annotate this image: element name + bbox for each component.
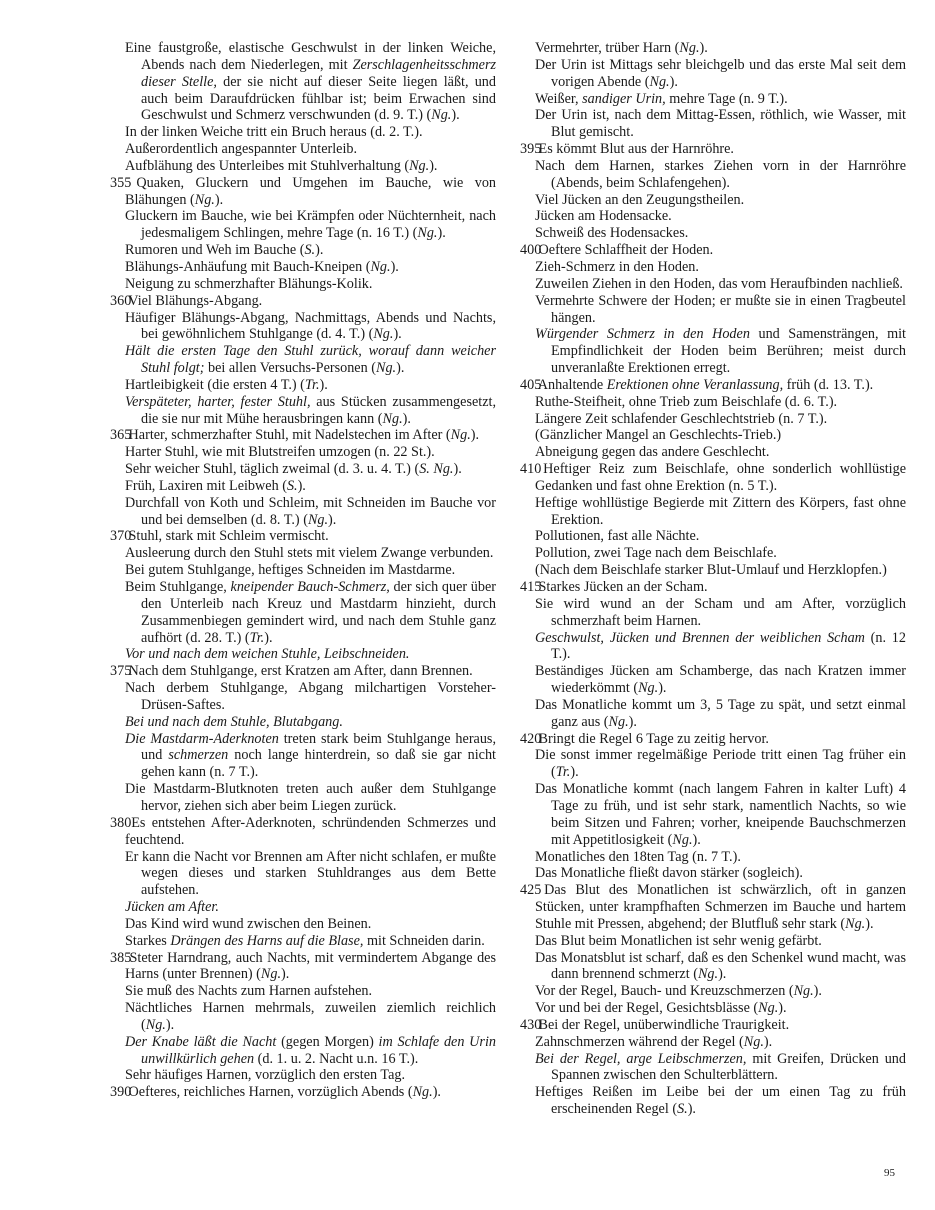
entry-text: Zahnschmerzen während der Regel ( xyxy=(535,1033,744,1050)
entry-text: aus Stücken zusammengesetzt, die sie nur mit Mühe herausbringen kann ( xyxy=(141,393,496,427)
entry-text: Weißer, xyxy=(535,90,583,107)
entry-text: Hartleibigkeit (die ersten 4 T.) ( xyxy=(125,376,305,393)
symptom-entry xyxy=(520,1017,906,1034)
symptom-entry xyxy=(110,394,496,428)
symptom-entry xyxy=(110,259,496,276)
right-column xyxy=(520,40,906,1118)
italic-text: Ng. xyxy=(793,983,814,1000)
entry-text: ). xyxy=(214,191,224,208)
symptom-entry xyxy=(520,394,906,411)
entry-text: Viel Blähungs-Abgang. xyxy=(128,292,263,309)
entry-text: Viel Jücken an den Zeugungstheilen. xyxy=(535,191,745,208)
entry-text: treten stark beim Stuhlgange heraus, und xyxy=(141,730,497,764)
symptom-entry xyxy=(520,1034,906,1051)
entry-text: (gegen Morgen) xyxy=(276,1033,379,1050)
symptom-entry xyxy=(110,899,496,916)
entry-text: Nach dem Stuhlgange, erst Kratzen am After, dann Brennen. xyxy=(128,663,473,680)
entry-text: Oefteres, reichliches Harnen, vorzüglich Abends ( xyxy=(128,1084,413,1101)
entry-number: 410 xyxy=(520,461,542,478)
italic-text: Ng. xyxy=(382,410,403,427)
entry-text: Neigung zu schmerzhafter Blähungs-Kolik. xyxy=(125,275,373,292)
entry-text: Abneigung gegen das andere Geschlecht. xyxy=(535,444,770,461)
entry-text: Durchfall von Koth und Schleim, mit Schneiden im Bauche vor und bei demselben (d. 8. T.) ( xyxy=(125,494,496,528)
entry-text: Das Monatliche fließt davon stärker (sogleich). xyxy=(535,865,803,882)
entry-text: Der Urin ist, nach dem Mittag-Essen, röthlich, wie Wasser, mit Blut gemischt. xyxy=(535,107,906,141)
entry-text: Gluckern im Bauche, wie bei Krämpfen oder Nüchternheit, nach jedesmaligem Schlingen, mehre Tage (n. 16 T.) ( xyxy=(125,208,496,242)
entry-text: Pollutionen, fast alle Nächte. xyxy=(535,528,700,545)
italic-text: Ng. xyxy=(758,1000,779,1017)
entry-number: 360 xyxy=(110,292,132,309)
entry-text: ). xyxy=(692,831,701,848)
italic-text: S. xyxy=(677,1101,688,1118)
entry-text: und Samensträngen, mit Empfindlichkeit der Hoden beim Berühren; meist durch unveranlaßte Erektionen erregt. xyxy=(551,326,906,377)
symptom-entry xyxy=(110,528,496,545)
symptom-entry xyxy=(110,815,496,849)
italic-text: Tr. xyxy=(304,376,320,393)
entry-number: 400 xyxy=(520,242,542,259)
page-number: 95 xyxy=(884,1167,895,1179)
symptom-entry xyxy=(110,781,496,815)
entry-text: ). xyxy=(778,1000,787,1017)
symptom-entry xyxy=(520,950,906,984)
symptom-entry xyxy=(110,495,496,529)
entry-text: Sie muß des Nachts zum Harnen aufstehen. xyxy=(125,983,373,1000)
entry-text: Nächtliches Harnen mehrmals, zuweilen ziemlich reichlich ( xyxy=(125,1000,496,1033)
symptom-entry xyxy=(520,781,906,848)
entry-text: Das Kind wird wund zwischen den Beinen. xyxy=(125,915,372,932)
entry-text: Die Mastdarm-Blutknoten treten auch außer dem Stuhlgange hervor, ziehen sich aber beim Liegen zurück. xyxy=(125,781,496,814)
italic-text: S. Ng. xyxy=(419,461,454,478)
symptom-entry xyxy=(520,865,906,882)
italic-text: Ng. xyxy=(672,831,693,848)
symptom-entry xyxy=(110,983,496,1000)
entry-text: Eine faustgroße, elastische Geschwulst in der linken Weiche, Abends nach dem Niederlegen, mit xyxy=(125,40,496,73)
italic-text: Geschwulst, Jücken und Brennen der weiblichen Scham xyxy=(535,629,865,646)
entry-text: Zieh-Schmerz in den Hoden. xyxy=(535,258,699,275)
entry-text: Beim Stuhlgange, xyxy=(125,579,231,595)
italic-text: Würgender Schmerz in den Hoden xyxy=(535,326,750,343)
symptom-entry xyxy=(520,427,906,444)
symptom-entry xyxy=(520,461,906,495)
italic-text: kneipender Bauch-Schmerz, xyxy=(230,579,390,595)
entry-text: Vor der Regel, Bauch- und Kreuzschmerzen ( xyxy=(535,983,794,1000)
symptom-entry xyxy=(110,478,496,495)
entry-text: ). xyxy=(699,40,708,56)
symptom-entry xyxy=(520,849,906,866)
entry-text: Nach dem Harnen, starkes Ziehen vorn in der Harnröhre (Abends, beim Schlafengehen). xyxy=(535,157,906,191)
italic-text: Der Knabe läßt die Nacht xyxy=(125,1033,277,1050)
symptom-entry xyxy=(110,141,496,158)
symptom-entry xyxy=(110,40,496,124)
entry-text: Aufblähung des Unterleibes mit Stuhlverhaltung ( xyxy=(125,157,410,174)
entry-text: Pollution, zwei Tage nach dem Beischlafe. xyxy=(535,545,777,562)
entry-text: Rumoren und Weh im Bauche ( xyxy=(125,242,305,259)
symptom-entry xyxy=(110,950,496,984)
italic-text: Bei und nach dem Stuhle, Blutabgang. xyxy=(125,713,343,730)
entry-text: der sich quer über den Unterleib nach Kreuz und Mastdarm hinzieht, durch Zusammenbiegen gemindert wird, und nach dem Stuhle ganz aufhört (d. 28. T.) ( xyxy=(141,579,496,646)
entry-text: Blähungs-Anhäufung mit Bauch-Kneipen ( xyxy=(125,258,371,275)
symptom-entry xyxy=(520,293,906,327)
entry-text: ). xyxy=(402,410,411,427)
italic-text: Ng. xyxy=(649,73,670,90)
entry-text: Der Urin ist Mittags sehr bleichgelb und das erste Mal seit dem vorigen Abende ( xyxy=(535,56,906,90)
entry-text: ). xyxy=(432,1084,441,1101)
entry-number: 385 xyxy=(110,949,132,966)
symptom-entry xyxy=(520,208,906,225)
symptom-entry xyxy=(520,411,906,428)
italic-text: Erektionen ohne Veranlassung, xyxy=(606,376,784,393)
left-column xyxy=(110,40,496,1101)
italic-text: Ng. xyxy=(370,258,391,275)
entry-text: ). xyxy=(658,680,667,697)
symptom-entry xyxy=(110,208,496,242)
entry-text: früh (d. 13. T.). xyxy=(783,376,874,393)
italic-text: Ng. xyxy=(697,966,719,983)
entry-text: ). xyxy=(328,511,337,528)
entry-text: Bei der Regel, unüberwindliche Traurigkeit. xyxy=(538,1016,790,1033)
italic-text: Ng. xyxy=(373,326,394,343)
symptom-entry xyxy=(520,107,906,141)
entry-text: Beständiges Jücken am Schamberge, das nach Kratzen immer wiederkömmt ( xyxy=(535,663,906,697)
entry-text: bei allen Versuchs-Personen ( xyxy=(204,360,376,377)
italic-text: Ng. xyxy=(638,680,659,697)
symptom-entry xyxy=(520,933,906,950)
entry-number: 425 xyxy=(520,882,542,899)
entry-text: ). xyxy=(437,225,446,242)
entry-number: 415 xyxy=(520,579,542,595)
symptom-entry xyxy=(110,124,496,141)
entry-text: der sie nicht auf dieser Seite liegen läßt, und auch beim Daraufdrücken fühlbar ist; beim Erwachen sind Geschwulst und Schmerz verschwunden (d. 9. T.) ( xyxy=(141,73,496,124)
entry-text: Bringt die Regel 6 Tage zu zeitig hervor. xyxy=(538,730,769,747)
entry-text: Schweiß des Hodensackes. xyxy=(535,225,689,242)
symptom-entry xyxy=(110,242,496,259)
entry-text: ). xyxy=(470,427,480,444)
italic-text: Tr. xyxy=(555,764,571,781)
symptom-entry xyxy=(520,596,906,630)
symptom-entry xyxy=(520,882,906,933)
entry-text: Er kann die Nacht vor Brennen am After nicht schlafen, er mußte wegen dieses und starken Stuhldranges aus dem Bette aufstehen. xyxy=(125,848,496,899)
entry-text: Das Monatliche kommt um 3, 5 Tage zu spät, und setzt einmal ganz aus ( xyxy=(535,696,906,730)
italic-text: Die Mastdarm-Aderknoten xyxy=(125,730,279,747)
symptom-entry xyxy=(520,731,906,748)
entry-text: mehre Tage (n. 9 T.). xyxy=(665,90,788,107)
entry-text: Ausleerung durch den Stuhl stets mit vielem Zwange verbunden. xyxy=(125,545,494,562)
symptom-entry xyxy=(520,276,906,293)
entry-text: (d. 1. u. 2. Nacht u.n. 16 T.). xyxy=(254,1050,419,1067)
symptom-entry xyxy=(520,141,906,158)
entry-text: Harter Stuhl, wie mit Blutstreifen umzogen (n. 22 St.). xyxy=(125,444,435,461)
entry-text: Starkes Jücken an der Scham. xyxy=(538,579,708,595)
entry-text: (n. 12 T.). xyxy=(551,629,906,663)
italic-text: schmerzen xyxy=(168,747,229,764)
entry-text: Vermehrte Schwere der Hoden; er mußte sie in einen Tragbeutel hängen. xyxy=(535,292,906,326)
symptom-entry xyxy=(520,528,906,545)
symptom-entry xyxy=(110,714,496,731)
entry-number: 375 xyxy=(110,663,132,680)
entry-text: Heftiges Reißen im Leibe bei der um einen Tag zu früh erscheinenden Regel ( xyxy=(535,1084,906,1118)
entry-text: Sehr häufiges Harnen, vorzüglich den ersten Tag. xyxy=(125,1067,406,1084)
entry-text: Es entstehen After-Aderknoten, schründenden Schmerzes und feuchtend. xyxy=(125,814,496,848)
symptom-entry xyxy=(110,849,496,900)
symptom-entry xyxy=(520,1051,906,1085)
symptom-entry xyxy=(110,427,496,444)
italic-text: Ng. xyxy=(145,1016,166,1033)
entry-text: ). xyxy=(763,1033,773,1050)
entry-text: In der linken Weiche tritt ein Bruch heraus (d. 2. T.). xyxy=(125,124,423,141)
entry-text: Nach derbem Stuhlgange, Abgang milchartigen Vorsteher-Drüsen-Saftes. xyxy=(125,680,496,713)
symptom-entry xyxy=(520,326,906,377)
symptom-entry xyxy=(110,680,496,714)
symptom-entry xyxy=(520,697,906,731)
symptom-entry xyxy=(110,293,496,310)
entry-text: Heftige wohllüstige Begierde mit Zittern des Körpers, fast ohne Erektion. xyxy=(535,494,906,528)
entry-text: Jücken am Hodensacke. xyxy=(535,208,672,225)
italic-text: S. xyxy=(286,477,298,494)
symptom-entry xyxy=(110,562,496,579)
symptom-entry xyxy=(520,630,906,664)
entry-text: Oeftere Schlaffheit der Hoden. xyxy=(538,242,714,259)
italic-text: Drängen des Harns auf die Blase, xyxy=(170,932,364,949)
italic-text: Bei der Regel, arge Leibschmerzen, xyxy=(535,1050,747,1067)
symptom-entry xyxy=(110,545,496,562)
symptom-entry xyxy=(110,1034,496,1068)
symptom-entry xyxy=(520,562,906,579)
symptom-entry xyxy=(520,1000,906,1017)
italic-text: Ng. xyxy=(260,966,282,983)
entry-number: 395 xyxy=(520,141,542,158)
entry-number: 420 xyxy=(520,730,542,747)
italic-text: Ng. xyxy=(743,1033,764,1050)
entry-text: ). xyxy=(297,477,306,494)
entry-text: ). xyxy=(865,915,874,932)
symptom-entry xyxy=(110,646,496,663)
entry-text: mit Greifen, Drücken und Spannen zwischen den Schulterblättern. xyxy=(551,1050,906,1084)
entry-text: Zuweilen Ziehen in den Hoden, das vom Heraufbinden nachließ. xyxy=(535,275,903,292)
entry-text: ). xyxy=(396,360,405,377)
entry-text: ). xyxy=(281,966,290,983)
symptom-entry xyxy=(520,545,906,562)
symptom-entry xyxy=(520,1084,906,1118)
entry-text: ). xyxy=(813,983,822,1000)
entry-text: Sehr weicher Stuhl, täglich zweimal (d. 3. u. 4. T.) ( xyxy=(125,461,420,478)
symptom-entry xyxy=(520,495,906,529)
symptom-entry xyxy=(110,377,496,394)
symptom-entry xyxy=(110,158,496,175)
italic-text: Zerschlagenheitsschmerz dieser Stelle, xyxy=(141,56,496,90)
entry-text: Das Monatsblut ist scharf, daß es den Schenkel wund macht, was dann brennend schmerzt ( xyxy=(535,949,906,983)
entry-text: Das Monatliche kommt (nach langem Fahren in kalter Luft) 4 Tage zu früh, und ist sehr stark, namentlich Nachts, so wie beim Sitzen und Fahren; vorher, kneipende Bauchschmerzen mit Appetitlosigkeit ( xyxy=(535,781,906,848)
entry-text: ). xyxy=(393,326,402,343)
symptom-entry xyxy=(110,663,496,680)
symptom-entry xyxy=(520,158,906,192)
entry-text: Früh, Laxiren mit Leibweh ( xyxy=(125,477,287,494)
entry-text: Harter, schmerzhafter Stuhl, mit Nadelstechen im After ( xyxy=(128,427,451,444)
entry-text: Ruthe-Steifheit, ohne Trieb zum Beischlafe (d. 6. T.). xyxy=(535,393,838,410)
entry-number: 380 xyxy=(110,814,132,831)
symptom-entry xyxy=(520,259,906,276)
entry-text: ). xyxy=(429,157,438,174)
entry-text: Das Blut beim Monatlichen ist sehr wenig gefärbt. xyxy=(535,932,822,949)
entry-text: ). xyxy=(718,966,727,983)
entry-text: Stuhl, stark mit Schleim vermischt. xyxy=(128,528,329,545)
entry-number: 390 xyxy=(110,1084,132,1101)
symptom-entry xyxy=(110,933,496,950)
italic-text: Vor und nach dem weichen Stuhle, Leibschneiden. xyxy=(125,646,410,663)
entry-text: Die sonst immer regelmäßige Periode tritt einen Tag früher ein ( xyxy=(535,747,906,781)
symptom-entry xyxy=(110,1000,496,1034)
entry-text: ). xyxy=(315,242,324,259)
symptom-entry xyxy=(520,91,906,108)
entry-text: Anhaltende xyxy=(537,376,607,393)
symptom-entry xyxy=(110,1067,496,1084)
symptom-entry xyxy=(520,40,906,57)
symptom-entry xyxy=(110,731,496,782)
symptom-entry xyxy=(520,747,906,781)
italic-text: Ng. xyxy=(409,157,430,174)
italic-text: Ng. xyxy=(845,915,866,932)
entry-text: Vor und bei der Regel, Gesichtsblässe ( xyxy=(535,1000,759,1017)
entry-text: Steter Harndrang, auch Nachts, mit vermindertem Abgange des Harns (unter Brennen) ( xyxy=(125,949,496,983)
entry-text: Bei gutem Stuhlgange, heftiges Schneiden im Mastdarme. xyxy=(125,562,456,579)
symptom-entry xyxy=(110,276,496,293)
symptom-entry xyxy=(110,310,496,344)
entry-text: Starkes xyxy=(125,932,171,949)
italic-text: Ng. xyxy=(450,427,471,444)
symptom-entry xyxy=(110,579,496,646)
entry-number: 430 xyxy=(520,1016,542,1033)
entry-text: ). xyxy=(319,376,328,393)
symptom-entry xyxy=(110,175,496,209)
entry-text: Monatliches den 18ten Tag (n. 7 T.). xyxy=(535,848,741,865)
entry-text: ). xyxy=(453,461,462,478)
entry-text: Häufiger Blähungs-Abgang, Nachmittags, Abends und Nachts, bei gewöhnlichem Stuhlgange (d. 4. T.) ( xyxy=(125,309,496,343)
entry-number: 370 xyxy=(110,528,132,545)
entry-text: ). xyxy=(687,1101,696,1118)
entry-text: ). xyxy=(451,107,460,124)
italic-text: Jücken am After. xyxy=(125,899,219,916)
symptom-entry xyxy=(520,377,906,394)
symptom-entry xyxy=(520,663,906,697)
italic-text: Ng. xyxy=(679,40,700,56)
italic-text: Ng. xyxy=(431,107,452,124)
entry-text: ). xyxy=(628,713,637,730)
entry-text: Heftiger Reiz zum Beischlafe, ohne sonderlich wohllüstige Gedanken und fast ohne Erektion (n. 5 T.). xyxy=(535,461,907,494)
symptom-entry xyxy=(520,983,906,1000)
symptom-entry xyxy=(110,461,496,478)
entry-text: ). xyxy=(570,764,579,781)
italic-text: S. xyxy=(304,242,316,259)
entry-text: noch lange hinterdrein, so daß sie gar nicht gehen kann (n. 7 T.). xyxy=(141,747,497,781)
entry-number: 365 xyxy=(110,427,132,444)
italic-text: Ng. xyxy=(608,713,629,730)
symptom-entry xyxy=(520,192,906,209)
entry-text: ). xyxy=(165,1016,175,1033)
italic-text: Ng. xyxy=(375,360,397,377)
italic-text: Tr. xyxy=(249,629,265,646)
symptom-entry xyxy=(110,916,496,933)
entry-text: Das Blut des Monatlichen ist schwärzlich, oft in ganzen Stücken, unter krampfhaften Schmerzen im Bauche und hartem Stuhle mit Pressen, abgehend; der Blutfluß sehr stark ( xyxy=(535,882,907,932)
symptom-entry xyxy=(110,444,496,461)
symptom-entry xyxy=(520,242,906,259)
italic-text: Ng. xyxy=(417,225,438,242)
entry-text: ). xyxy=(669,73,678,90)
entry-text: Sie wird wund an der Scham und am After, vorzüglich schmerzhaft beim Harnen. xyxy=(535,595,906,629)
entry-number: 355 xyxy=(110,174,132,191)
entry-text: Es kömmt Blut aus der Harnröhre. xyxy=(538,141,734,158)
italic-text: Hält die ersten Tage den Stuhl zurück, worauf dann weicher Stuhl folgt; xyxy=(125,343,496,377)
symptom-entry xyxy=(520,225,906,242)
italic-text: Ng. xyxy=(307,511,329,528)
italic-text: Ng. xyxy=(194,191,215,208)
entry-text: ). xyxy=(390,258,399,275)
entry-text: (Nach dem Beischlafe starker Blut-Umlauf und Herzklopfen.) xyxy=(535,562,887,579)
symptom-entry xyxy=(520,444,906,461)
italic-text: Verspäteter, harter, fester Stuhl, xyxy=(125,393,311,410)
entry-text: Quaken, Gluckern und Umgehen im Bauche, wie von Blähungen ( xyxy=(125,174,497,208)
entry-text: Außerordentlich angespannter Unterleib. xyxy=(125,141,358,158)
entry-number: 405 xyxy=(520,376,542,393)
italic-text: sandiger Urin, xyxy=(582,90,666,107)
entry-text: ). xyxy=(264,629,273,646)
symptom-entry xyxy=(110,1084,496,1101)
symptom-entry xyxy=(520,579,906,596)
entry-text: (Gänzlicher Mangel an Geschlechts-Trieb.) xyxy=(535,427,782,444)
italic-text: im Schlafe den Urin unwillkürlich gehen xyxy=(141,1033,496,1067)
entry-text: mit Schneiden darin. xyxy=(363,932,485,949)
italic-text: Ng. xyxy=(412,1084,433,1101)
symptom-entry xyxy=(520,57,906,91)
entry-text: Vermehrter, trüber Harn ( xyxy=(535,40,680,56)
entry-text: Längere Zeit schlafender Geschlechtstrieb (n. 7 T.). xyxy=(535,410,828,427)
symptom-entry xyxy=(110,343,496,377)
